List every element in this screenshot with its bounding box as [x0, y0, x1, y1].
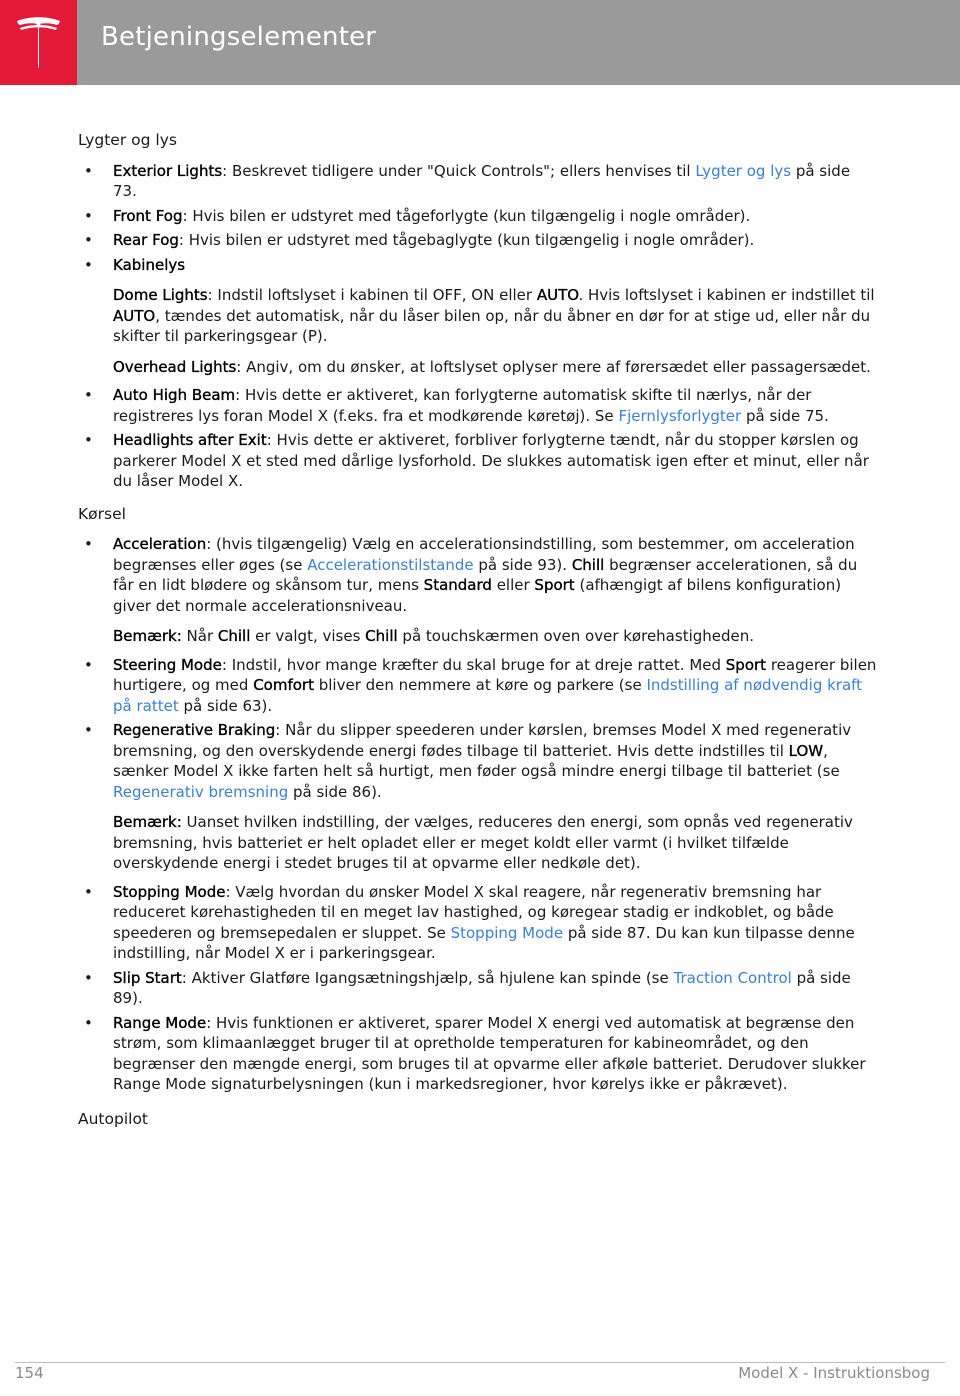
item-text: , tændes det automatisk, når du låser bilen op, når du åbner en dør for at stige ud, eller når du skifter til parkeringsgear (P).	[113, 306, 871, 345]
item-text: er valgt, vises	[250, 627, 366, 645]
item-text: : Hvis dette er aktiveret, kan forlygterne automatisk skifte til nærlys, når der registreres lys foran Model X (f.eks. fra et modkørende køretøj). Se	[113, 386, 812, 425]
item-text: : Angiv, om du ønsker, at loftslyset oplyser mere af førersædet eller passagersædet.	[236, 357, 871, 376]
list-item	[78, 720, 878, 874]
item-text: : Hvis dette er aktiveret, forbliver forlygterne tændt, når du stopper kørslen og parkerer Model X et sted med dårlige lysforhold. De slukkes automatisk igen efter et minut, eller når du låser Model X.	[113, 431, 869, 490]
chill-keyword: Chill	[217, 627, 251, 645]
logo-box	[0, 0, 77, 85]
item-text: : Når du slipper speederen under kørslen, bremses Model X med regenerativ bremsning, og den overskydende energi fødes tilbage til batteriet. Hvis dette indstilles til	[113, 721, 852, 760]
term-rear-fog: Rear Fog	[113, 231, 179, 249]
item-text: reagerer bilen hurtigere, og med	[113, 655, 877, 694]
tesla-logo-icon	[15, 15, 62, 70]
item-text: : Indstil loftslyset i kabinen til OFF, ON eller	[207, 286, 537, 304]
link-traction-control[interactable]: Traction Control	[673, 968, 792, 987]
term-slip-start: Slip Start	[113, 968, 182, 987]
list-item	[78, 1013, 878, 1095]
term-headlights-after-exit: Headlights after Exit	[113, 431, 267, 449]
item-text: : Aktiver Glatføre Igangsætningshjælp, så hjulene kan spinde (se	[181, 968, 674, 987]
sport-keyword: Sport	[534, 576, 575, 594]
item-text: (afhængigt af bilens konfiguration) giver det normale accelerationsniveau.	[113, 576, 842, 615]
page-title: Betjeningselementer	[101, 22, 377, 52]
term-kabinelys: Kabinelys	[113, 255, 186, 274]
lights-list	[78, 161, 878, 492]
item-text: : Beskrevet tidligere under "Quick Controls"; ellers henvises til	[222, 161, 696, 180]
item-text: : Hvis funktionen er aktiveret, sparer Model X energi ved automatisk at begrænse den strøm, som klimaanlægget bruger til at opretholde temperaturen for kabineområdet, og den begrænser den mængde energi, som bruges til at opvarme eller afkøle batteriet. Derudover slukker Range Mode signaturbelysningen (kun i markedsregioner, hvor kørelys ikke er påkrævet).	[113, 1013, 866, 1093]
item-text: på side 75.	[741, 406, 829, 425]
item-text: begrænser accelerationen, så du får en lidt blødere og skånsom tur, mens	[113, 555, 858, 594]
item-text: på touchskærmen oven over kørehastigheden.	[397, 627, 755, 645]
item-text: bliver den nemmere at køre og parkere (se	[313, 676, 647, 694]
sport-keyword: Sport	[725, 655, 767, 674]
driving-list	[78, 534, 878, 1095]
list-item	[78, 430, 878, 492]
low-keyword: LOW	[788, 741, 824, 760]
item-text: på side 93).	[473, 555, 572, 574]
term-steering-mode: Steering Mode	[113, 655, 222, 674]
link-fjernlysforlygter[interactable]: Fjernlysforlygter	[618, 406, 742, 425]
section-title-driving: Kørsel	[78, 504, 126, 523]
page-number: 154	[15, 1364, 44, 1382]
chill-keyword: Chill	[365, 627, 398, 645]
list-item	[78, 230, 878, 251]
link-accelerationstilstande[interactable]: Accelerationstilstande	[307, 555, 474, 574]
item-text: : Hvis bilen er udstyret med tågeforlygte (kun tilgængelig i nogle områder).	[182, 206, 751, 225]
list-item	[78, 534, 878, 647]
link-lygter-og-lys[interactable]: Lygter og lys	[695, 161, 792, 180]
term-exterior-lights: Exterior Lights	[113, 161, 223, 180]
list-item	[78, 882, 878, 964]
section-title-autopilot: Autopilot	[78, 1109, 148, 1128]
comfort-keyword: Comfort	[253, 676, 314, 694]
item-text: : (hvis tilgængelig) Vælg en accelerationsindstilling, som bestemmer, om acceleration begrænses eller øges (se	[113, 535, 855, 574]
overhead-lights-paragraph	[113, 357, 878, 378]
term-regenerative-braking: Regenerative Braking	[113, 721, 276, 739]
dome-lights-paragraph	[113, 285, 878, 347]
item-text: på side 86).	[288, 782, 382, 801]
item-text: : Vælg hvordan du ønsker Model X skal reagere, når regenerativ bremsning har reduceret kørehastigheden til en meget lav hastighed, og køregear stadig er indkoblet, og både speederen og bremsepedalen er sluppet. Se	[113, 882, 834, 942]
note-label: Bemærk:	[113, 813, 182, 831]
acceleration-note	[113, 626, 878, 647]
item-text: Når	[181, 627, 218, 645]
item-text: på side 73.	[113, 161, 851, 200]
auto-keyword: AUTO	[536, 286, 579, 304]
term-dome-lights: Dome Lights	[113, 286, 208, 304]
item-text: : Indstil, hvor mange kræfter du skal bruge for at dreje rattet. Med	[221, 655, 726, 674]
link-stopping-mode[interactable]: Stopping Mode	[450, 923, 564, 942]
term-auto-high-beam: Auto High Beam	[113, 386, 236, 404]
list-item	[78, 385, 878, 426]
section-title-lights: Lygter og lys	[78, 131, 177, 149]
term-front-fog: Front Fog	[113, 206, 183, 225]
item-text: på side 89).	[113, 968, 851, 1007]
term-overhead-lights: Overhead Lights	[113, 357, 237, 376]
list-item	[78, 655, 878, 717]
link-regenerativ-bremsning[interactable]: Regenerativ bremsning	[113, 782, 289, 801]
list-item	[78, 255, 878, 378]
item-text: . Hvis loftslyset i kabinen er indstillet til	[578, 286, 875, 304]
item-text: : Hvis bilen er udstyret med tågebaglygte (kun tilgængelig i nogle områder).	[178, 231, 755, 249]
page-content	[78, 130, 878, 1139]
item-text: Uanset hvilken indstilling, der vælges, reduceres den energi, som opnås ved regenerativ bremsning, hvis batteriet er helt opladet eller er meget koldt eller varmt (i hvilket tilfælde overskydende energi i stedet bruges til at opvarme eller nedkøle det).	[113, 813, 853, 872]
list-item	[78, 206, 878, 227]
term-stopping-mode: Stopping Mode	[113, 882, 226, 901]
standard-keyword: Standard	[423, 576, 492, 594]
list-item	[78, 968, 878, 1009]
term-acceleration: Acceleration	[113, 535, 207, 553]
list-item	[78, 161, 878, 202]
item-text: på side 87. Du kan kun tilpasse denne indstilling, når Model X er i parkeringsgear.	[113, 923, 855, 962]
footer-divider	[15, 1362, 945, 1363]
manual-title: Model X - Instruktionsbog	[738, 1364, 930, 1382]
page-header	[0, 0, 960, 85]
item-text: eller	[491, 576, 535, 594]
auto-keyword: AUTO	[113, 306, 156, 325]
regen-note	[113, 812, 878, 874]
term-range-mode: Range Mode	[113, 1013, 207, 1032]
item-text: på side 63).	[178, 696, 273, 715]
chill-keyword: Chill	[571, 555, 605, 574]
item-text: , sænker Model X ikke farten helt så hurtigt, men føder også mindre energi tilbage til batteriet (se	[113, 741, 840, 780]
note-label: Bemærk:	[113, 627, 182, 645]
link-indstilling-kraft-rattet[interactable]: Indstilling af nødvendig kraft på rattet	[113, 676, 863, 715]
